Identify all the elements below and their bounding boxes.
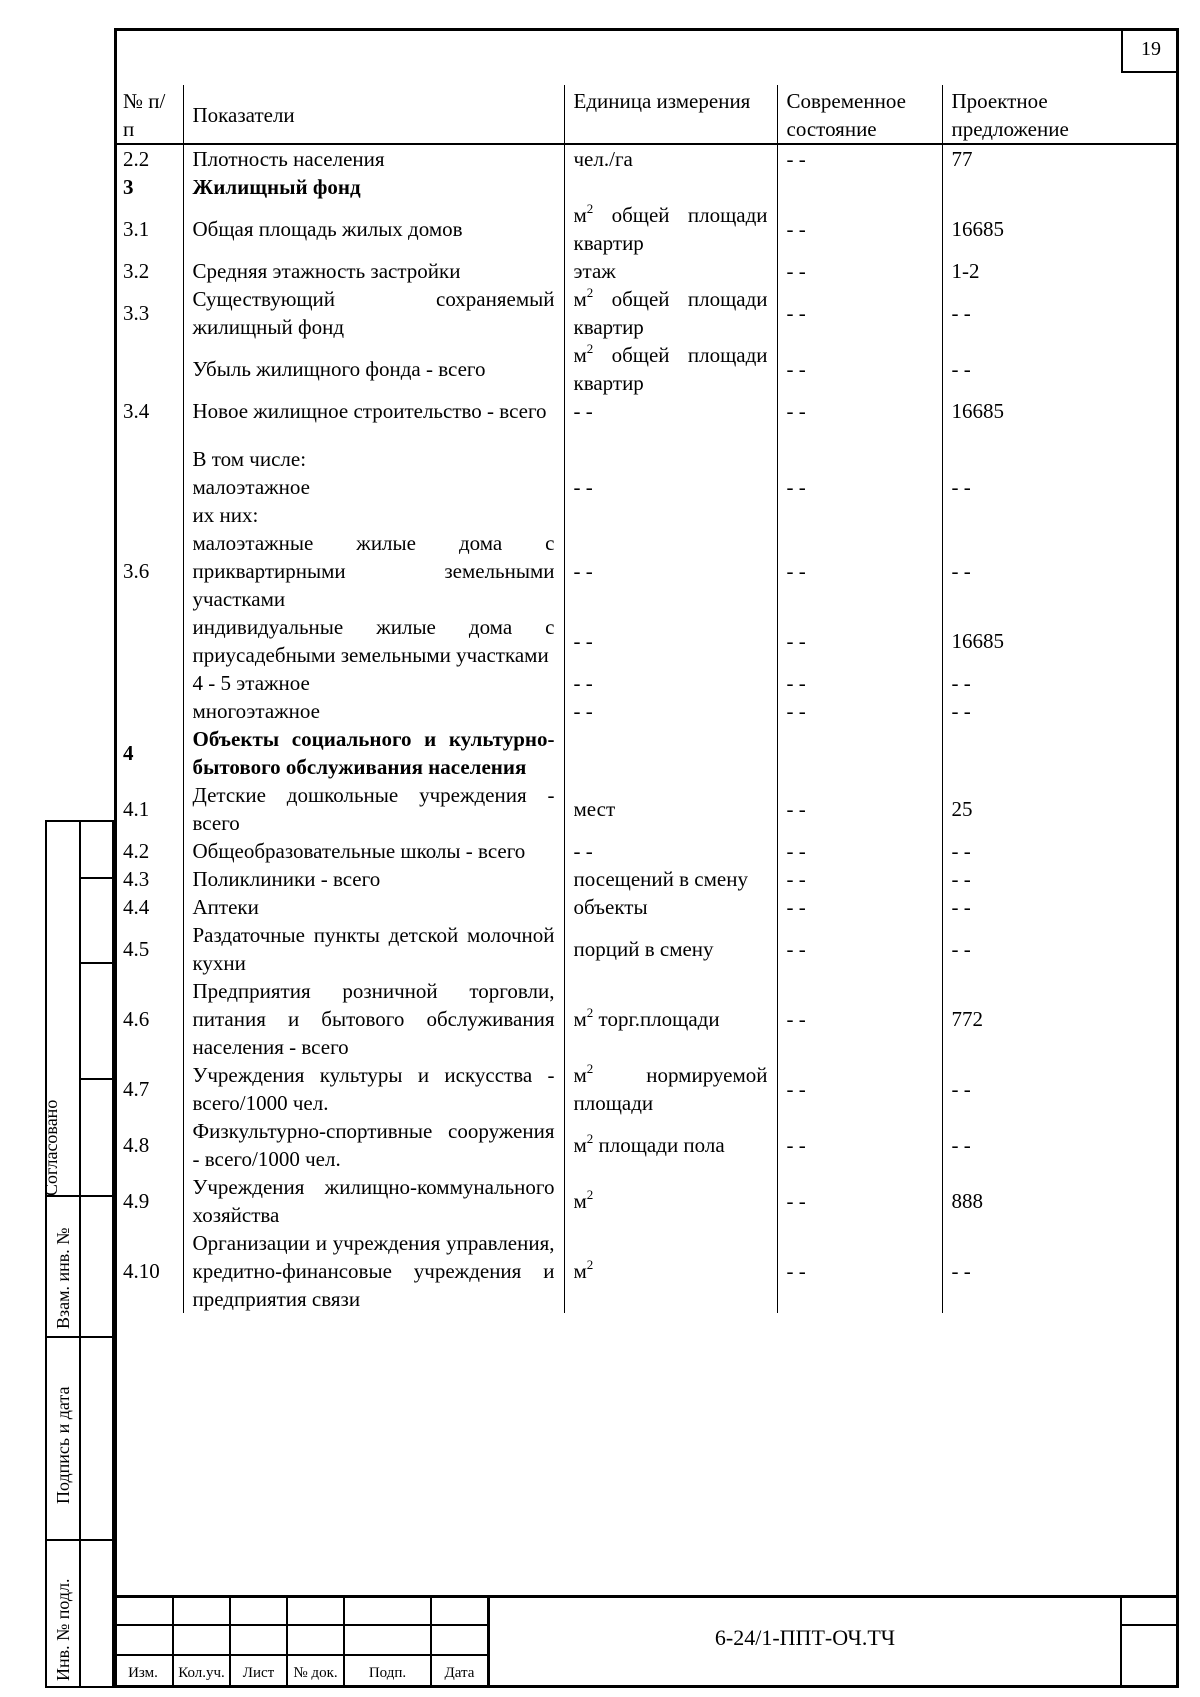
row-unit [564,285,777,341]
page-number: 19 [1121,28,1179,73]
row-number [114,473,183,501]
row-current: - - [777,285,942,341]
unit-rest: торг.площади [593,1007,720,1031]
row-project: - - [942,1117,1179,1173]
row-number: 4.6 [114,977,183,1061]
row-indicator: Объекты социального и культурно-бытового обслуживания населения [183,725,564,781]
unit-base: м [573,1133,587,1157]
row-current: - - [777,1229,942,1313]
row-unit: объекты [564,893,777,921]
row-project: 16685 [942,397,1179,437]
row-unit: порций в смену [564,921,777,977]
row-indicator: их них: [183,501,564,529]
title-block-top [114,1595,1179,1598]
table-row [114,473,1179,501]
row-number: 4.9 [114,1173,183,1229]
row-project [942,501,1179,529]
table-row [114,725,1179,781]
table-row [114,257,1179,285]
row-project: 16685 [942,201,1179,257]
row-number: 4.1 [114,781,183,837]
row-project: 772 [942,977,1179,1061]
row-project [942,173,1179,201]
row-number: 4.5 [114,921,183,977]
row-unit [564,725,777,781]
table-row [114,201,1179,257]
row-unit: - - [564,669,777,697]
row-current [777,437,942,473]
table-row [114,977,1179,1061]
row-current: - - [777,529,942,613]
row-unit [564,201,777,257]
table-row [114,1229,1179,1313]
row-indicator: Учреждения культуры и искусства - всего/1000 чел. [183,1061,564,1117]
row-unit: мест [564,781,777,837]
header-indicator: Показатели [183,85,564,144]
row-current: - - [777,341,942,397]
row-project: - - [942,473,1179,501]
row-current: - - [777,781,942,837]
row-indicator: Жилищный фонд [183,173,564,201]
row-unit: этаж [564,257,777,285]
unit-base: м [573,1007,587,1031]
row-project: - - [942,893,1179,921]
row-indicator: Общеобразовательные школы - всего [183,837,564,865]
row-number: 4.8 [114,1117,183,1173]
unit-base: м [573,343,587,367]
row-number: 3.6 [114,529,183,613]
row-indicator: малоэтажные жилые дома с приквартирными земельными участками [183,529,564,613]
unit-superscript: 2 [586,1061,594,1076]
row-current: - - [777,921,942,977]
table-row [114,1173,1179,1229]
row-project: - - [942,1061,1179,1117]
row-unit [564,977,777,1061]
row-project: - - [942,341,1179,397]
row-number [114,437,183,473]
unit-rest: общей площади квартир [573,287,768,339]
row-unit: - - [564,473,777,501]
row-current: - - [777,613,942,669]
table-row [114,1117,1179,1173]
row-unit: - - [564,613,777,669]
row-project: - - [942,921,1179,977]
row-project [942,437,1179,473]
unit-base: м [573,287,587,311]
row-number: 4.4 [114,893,183,921]
row-current [777,173,942,201]
row-project: 16685 [942,613,1179,669]
row-indicator: Организации и учреждения управления, кредитно-финансовые учреждения и предприятия связи [183,1229,564,1313]
unit-base: м [573,1189,587,1213]
row-indicator: Новое жилищное строительство - всего [183,397,564,437]
table-row [114,613,1179,669]
row-number [114,613,183,669]
table-row [114,285,1179,341]
row-current: - - [777,893,942,921]
row-unit: - - [564,697,777,725]
caption-koluch: Кол.уч. [178,1665,225,1681]
table-row [114,865,1179,893]
caption-izm: Изм. [128,1665,158,1681]
row-indicator: В том числе: [183,437,564,473]
row-number: 4.2 [114,837,183,865]
row-indicator: Плотность населения [183,144,564,173]
document-code: 6-24/1-ППТ-ОЧ.ТЧ [714,1625,896,1650]
stamp-agreed [41,820,114,1197]
label-replaced-inv: Взам. инв. № [53,1227,73,1329]
table-row [114,921,1179,977]
label-sign-date: Подпись и дата [53,1386,73,1504]
row-project: - - [942,285,1179,341]
table-row [114,697,1179,725]
row-number: 3.4 [114,397,183,437]
table-row [114,437,1179,473]
row-unit [564,437,777,473]
row-project: 888 [942,1173,1179,1229]
indicators-table [114,85,1179,1313]
header-unit: Единица измерения [564,85,777,144]
row-number: 4.10 [114,1229,183,1313]
row-unit: посещений в смену [564,865,777,893]
row-current: - - [777,201,942,257]
row-current: - - [777,1173,942,1229]
row-number: 2.2 [114,144,183,173]
row-indicator: многоэтажное [183,697,564,725]
unit-rest: нормируемой площади [573,1063,768,1115]
row-indicator: Поликлиники - всего [183,865,564,893]
row-number [114,501,183,529]
row-current: - - [777,397,942,437]
header-project: Проектное предложение [942,85,1179,144]
row-number: 3.1 [114,201,183,257]
row-unit [564,501,777,529]
row-unit: чел./га [564,144,777,173]
label-inv-orig: Инв. № подл. [53,1578,73,1681]
unit-superscript: 2 [586,201,594,216]
header-num: № п/п [114,85,183,144]
row-current: - - [777,257,942,285]
row-unit [564,1173,777,1229]
row-current: - - [777,697,942,725]
row-project [942,725,1179,781]
row-project: - - [942,1229,1179,1313]
row-indicator: Раздаточные пункты детской молочной кухни [183,921,564,977]
row-current: - - [777,977,942,1061]
row-current: - - [777,473,942,501]
row-project: 1-2 [942,257,1179,285]
row-number: 3 [114,173,183,201]
row-current [777,725,942,781]
unit-base: м [573,1063,587,1087]
row-indicator: малоэтажное [183,473,564,501]
row-project: - - [942,837,1179,865]
row-indicator: Аптеки [183,893,564,921]
row-project: 77 [942,144,1179,173]
row-current: - - [777,1061,942,1117]
label-agreed: Согласовано [41,1099,61,1196]
row-unit [564,1061,777,1117]
row-number: 3.3 [114,285,183,341]
row-unit [564,341,777,397]
unit-rest: площади пола [593,1133,725,1157]
row-current: - - [777,837,942,865]
row-indicator: 4 - 5 этажное [183,669,564,697]
table-row [114,397,1179,437]
table-row [114,781,1179,837]
row-project: 25 [942,781,1179,837]
row-current: - - [777,865,942,893]
unit-superscript: 2 [586,1257,594,1272]
table-row [114,341,1179,397]
header-current: Современное состояние [777,85,942,144]
table-row [114,173,1179,201]
row-indicator: Убыль жилищного фонда - всего [183,341,564,397]
row-unit: - - [564,397,777,437]
caption-ndok: № док. [293,1665,338,1681]
stamp-sign-date [45,1336,114,1541]
row-number: 4.7 [114,1061,183,1117]
table-row [114,837,1179,865]
row-project: - - [942,865,1179,893]
row-project: - - [942,529,1179,613]
unit-rest: общей площади квартир [573,203,768,255]
unit-base: м [573,1259,587,1283]
row-project: - - [942,669,1179,697]
row-current: - - [777,144,942,173]
unit-superscript: 2 [586,1005,594,1020]
row-indicator: Существующий сохраняемый жилищный фонд [183,285,564,341]
row-number: 4.3 [114,865,183,893]
table-row [114,669,1179,697]
table-row [114,144,1179,173]
unit-superscript: 2 [586,1187,594,1202]
unit-superscript: 2 [586,341,594,356]
row-indicator: Общая площадь жилых домов [183,201,564,257]
row-indicator: Физкультурно-спортивные сооружения - всего/1000 чел. [183,1117,564,1173]
row-indicator: Предприятия розничной торговли, питания и бытового обслуживания населения - всего [183,977,564,1061]
table-row [114,529,1179,613]
row-indicator: Детские дошкольные учреждения - всего [183,781,564,837]
caption-list: Лист [242,1665,275,1681]
row-unit: - - [564,837,777,865]
row-unit [564,173,777,201]
caption-data: Дата [444,1665,475,1681]
row-indicator: индивидуальные жилые дома с приусадебными земельными участками [183,613,564,669]
table-header-row [114,85,1179,144]
row-unit [564,1229,777,1313]
caption-podp: Подп. [368,1665,407,1681]
row-unit [564,1117,777,1173]
row-current: - - [777,1117,942,1173]
row-unit: - - [564,529,777,613]
row-indicator: Средняя этажность застройки [183,257,564,285]
unit-base: м [573,203,587,227]
row-project: - - [942,697,1179,725]
row-current [777,501,942,529]
row-indicator: Учреждения жилищно-коммунального хозяйства [183,1173,564,1229]
stamp-inv-orig [45,1539,114,1688]
unit-superscript: 2 [586,285,594,300]
row-number: 3.2 [114,257,183,285]
table-row [114,501,1179,529]
stamp-replaced-inv [45,1195,114,1338]
row-number [114,669,183,697]
row-number: 4 [114,725,183,781]
table-row [114,893,1179,921]
row-number [114,341,183,397]
row-number [114,697,183,725]
table-row [114,1061,1179,1117]
unit-rest: общей площади квартир [573,343,768,395]
unit-superscript: 2 [586,1131,594,1146]
row-current: - - [777,669,942,697]
